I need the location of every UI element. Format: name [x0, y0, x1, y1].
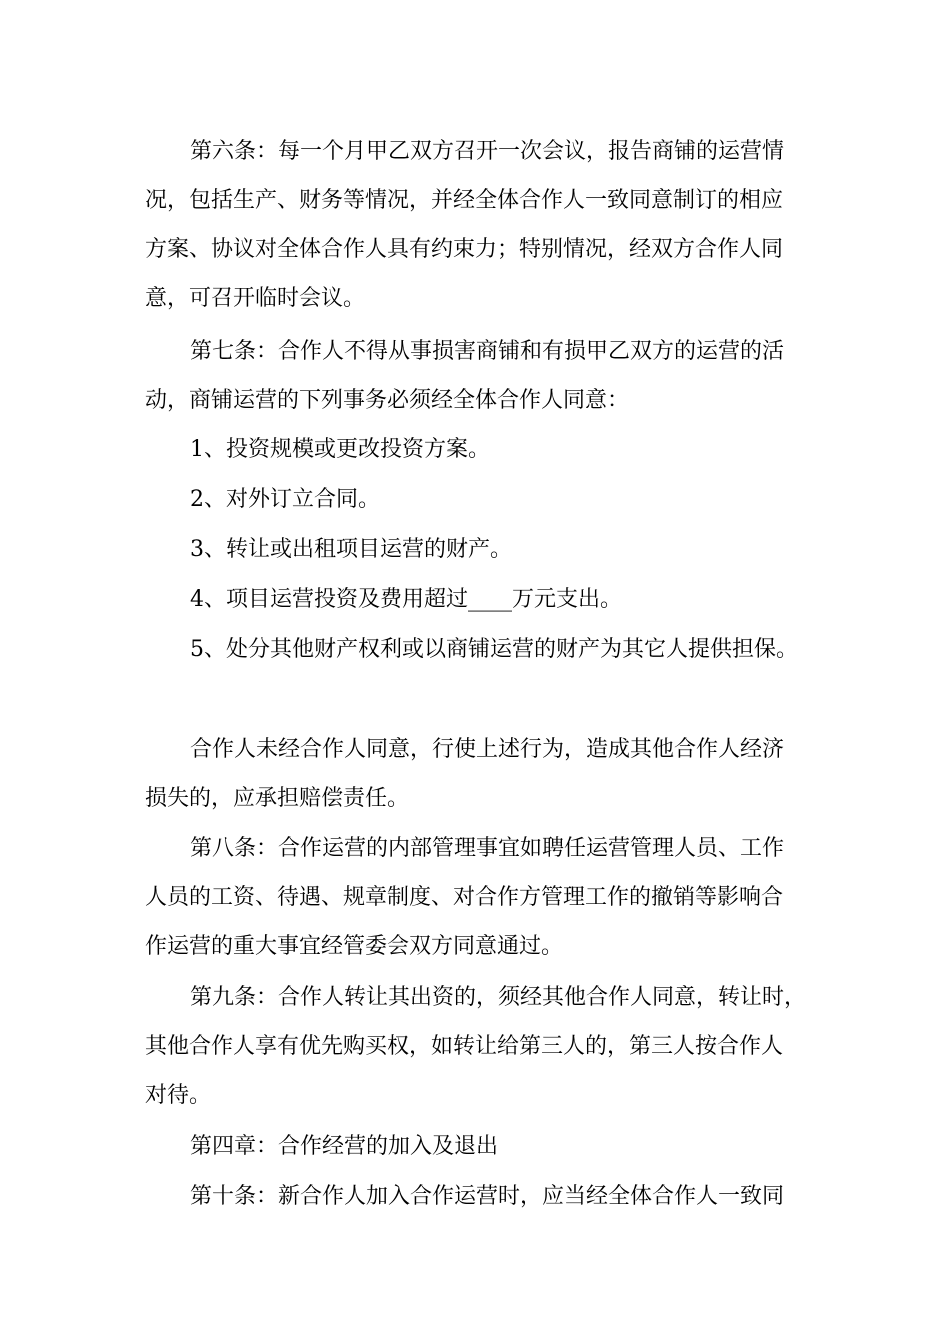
- liability-line-2: 损失的，应承担赔偿责任。: [145, 786, 410, 811]
- article-6-line-3: 方案、协议对全体合作人具有约束力；特别情况，经双方合作人同: [145, 237, 784, 262]
- list-item-5: 5、处分其他财产权利或以商铺运营的财产为其它人提供担保。: [190, 637, 798, 662]
- list-item-2: 2、对外订立合同。: [190, 487, 380, 512]
- article-6-line-2: 况，包括生产、财务等情况，并经全体合作人一致同意制订的相应: [145, 188, 784, 213]
- article-9-line-2: 其他合作人享有优先购买权，如转让给第三人的，第三人按合作人: [145, 1034, 784, 1059]
- article-6-line-1: 第六条：每一个月甲乙双方召开一次会议，报告商铺的运营情: [190, 139, 785, 164]
- article-8-line-2: 人员的工资、待遇、规章制度、对合作方管理工作的撤销等影响合: [145, 885, 784, 910]
- article-8-line-3: 作运营的重大事宜经管委会双方同意通过。: [145, 934, 564, 959]
- article-7-line-1: 第七条：合作人不得从事损害商铺和有损甲乙双方的运营的活: [190, 339, 785, 364]
- chapter-4-heading: 第四章：合作经营的加入及退出: [190, 1134, 499, 1159]
- list-item-4: 4、项目运营投资及费用超过____万元支出。: [190, 587, 622, 612]
- list-item-3: 3、转让或出租项目运营的财产。: [190, 537, 512, 562]
- article-9-line-3: 对待。: [145, 1083, 212, 1108]
- liability-line-1: 合作人未经合作人同意，行使上述行为，造成其他合作人经济: [190, 737, 785, 762]
- list-item-1: 1、投资规模或更改投资方案。: [190, 437, 490, 462]
- article-8-line-1: 第八条：合作运营的内部管理事宜如聘任运营管理人员、工作: [190, 836, 785, 861]
- article-7-line-2: 动，商铺运营的下列事务必须经全体合作人同意：: [145, 388, 630, 413]
- article-9-line-1: 第九条：合作人转让其出资的，须经其他合作人同意，转让时，: [190, 985, 807, 1010]
- article-10-line-1: 第十条：新合作人加入合作运营时，应当经全体合作人一致同: [190, 1184, 785, 1209]
- article-6-line-4: 意，可召开临时会议。: [145, 286, 366, 311]
